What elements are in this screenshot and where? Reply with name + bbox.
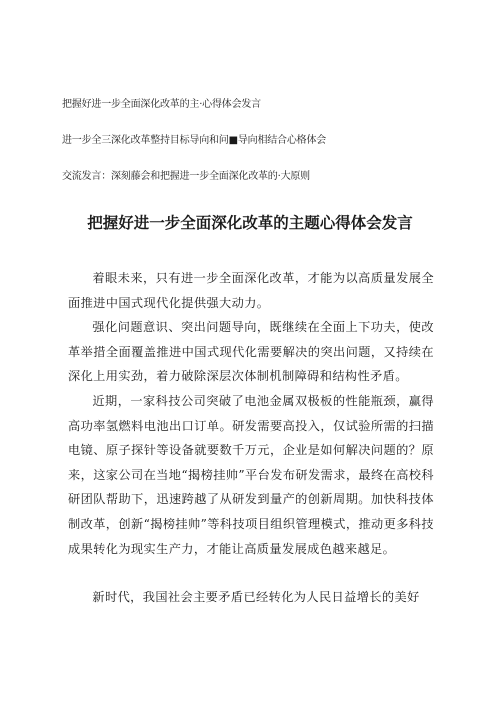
related-article-2[interactable]: 进一步全三深化改革整持目标导向和问■导向相结合心格体会 <box>62 135 327 146</box>
document-body <box>68 266 434 610</box>
paragraph-2: 强化问题意识、突出问题导向，既继续在全面上下功夫，使改革举措全面覆盖推进中国式现代化需要解决的突出问题，又持续在深化上用实劲，着力破除深层次体制机制障碍和结构性矛盾。 <box>68 320 434 384</box>
paragraph-1: 着眼未来，只有进一步全面深化改革，才能为以高质量发展全面推进中国式现代化提供强大动力。 <box>68 271 434 310</box>
document-title: 把握好进一步全面深化改革的主题心得体会发言 <box>87 214 413 232</box>
paragraph-3: 近期，一家科技公司突破了电池金属双极板的性能瓶颈，赢得高功率氢燃料电池出口订单。研发需要高投入，仅试验所需的扫描电镜、原子探针等设备就要数千万元，企业是如何解决问题的？原来，这家公司在当地“揭榜挂帅”平台发布研发需求，最终在高校科研团队帮助下，迅速跨越了从研发到量产的创新周期。加快科技体制改革，创新“揭榜挂帅”等科技项目组织管理模式，推动更多科技成果转化为现实生产力，才能让高质量发展成色越来越足。 <box>68 393 434 556</box>
paragraph-4: 新时代，我国社会主要矛盾已经转化为人民日益增长的美好 <box>92 590 420 605</box>
related-article-1[interactable]: 把握好进一步全面深化改革的主·心得体会发言 <box>62 99 261 110</box>
related-article-3[interactable]: 交流发言：深刻藤会和把握进一步全面深化改革的·大原则 <box>62 171 310 182</box>
related-articles-list <box>62 98 482 184</box>
